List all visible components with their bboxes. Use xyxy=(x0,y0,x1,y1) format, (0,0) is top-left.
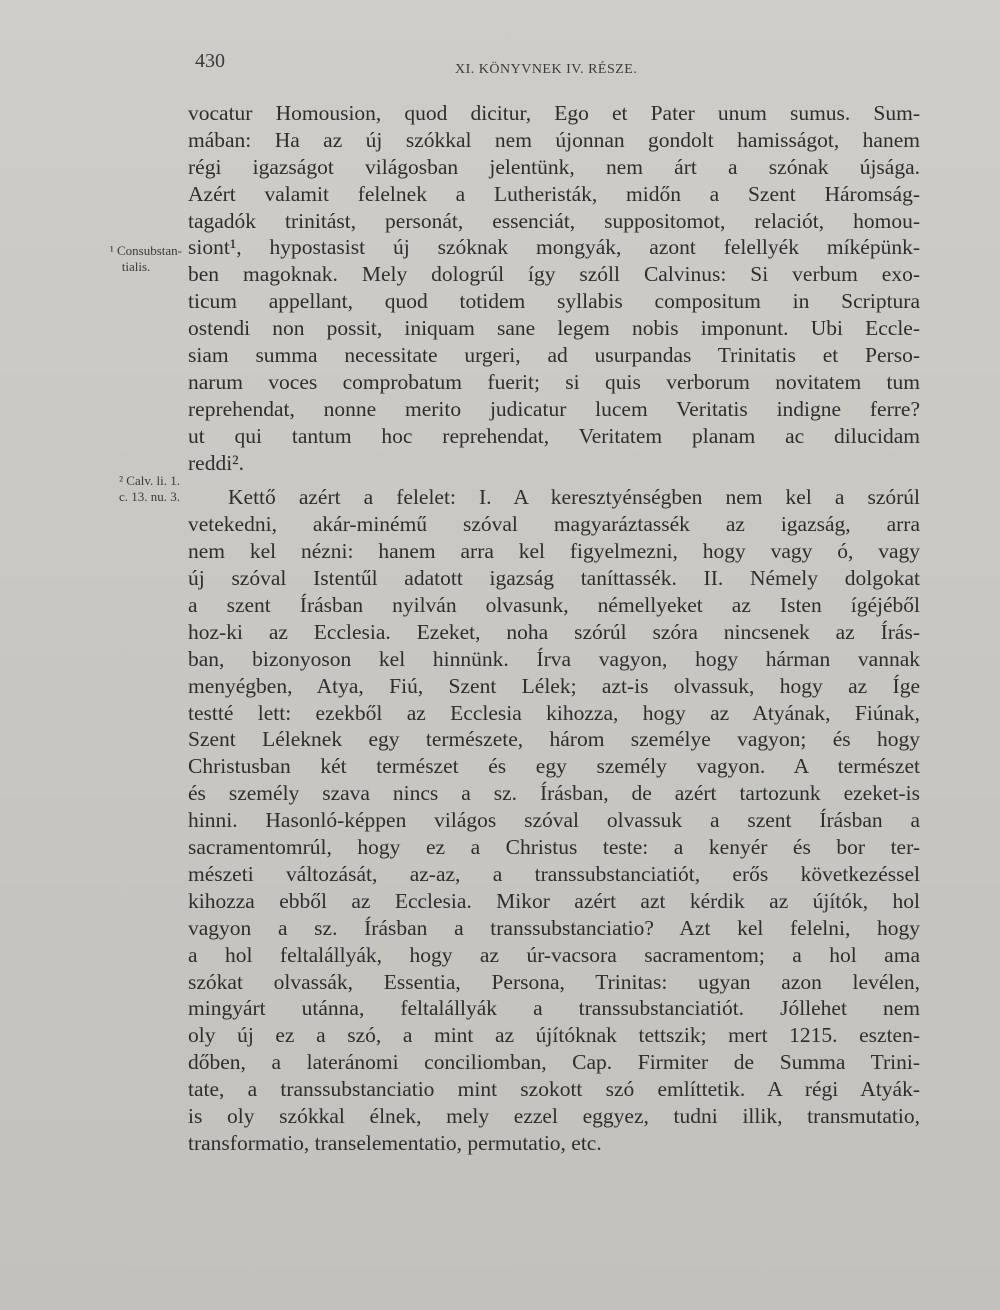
text-line: tate, a transsubstanciatio mint szokott szó említtetik. A régi Atyák- xyxy=(188,1077,920,1102)
paragraph-gap xyxy=(188,476,920,484)
text-line: ut qui tantum hoc reprehendat, Veritatem planam ac dilucidam xyxy=(188,423,920,448)
text-line: ostendi non possit, iniquam sane legem nobis imponunt. Ubi Eccle- xyxy=(188,316,920,341)
text-line: hinni. Hasonló-képpen világos szóval olvassuk a szent Írásban a xyxy=(188,808,920,833)
text-line: nem kel nézni: hanem arra kel figyelmezni, hogy vagy ó, vagy xyxy=(188,539,920,564)
text-line: ban, bizonyoson kel hinnünk. Írva vagyon, hogy hárman vannak xyxy=(188,646,920,671)
text-line: vagyon a sz. Írásban a transsubstanciatio? Azt kel felelni, hogy xyxy=(188,915,920,940)
text-line: hoz-ki az Ecclesia. Ezeket, noha szórúl szóra nincsenek az Írás- xyxy=(188,619,920,644)
text-line: siam summa necessitate urgeri, ad usurpandas Trinitatis et Perso- xyxy=(188,343,920,368)
text-line: menyégben, Atya, Fiú, Szent Lélek; azt-is olvassuk, hogy az Íge xyxy=(188,673,920,698)
text-line: sacramentomrúl, hogy ez a Christus teste: a kenyér és bor ter- xyxy=(188,835,920,860)
text-line: mában: Ha az új szókkal nem újonnan gondolt hamisságot, hanem xyxy=(188,127,920,152)
text-line: dőben, a lateránomi conciliomban, Cap. Firmiter de Summa Trini- xyxy=(188,1050,920,1075)
text-line: is oly szókkal élnek, mely ezzel eggyez, tudni illik, transmutatio, xyxy=(188,1103,920,1128)
text-line: Kettő azért a felelet: I. A keresztyénségben nem kel a szórúl xyxy=(228,485,920,510)
text-line: siont¹, hypostasist új szóknak mongyák, azont felellyék míképünk- xyxy=(188,235,920,260)
margin-note-line: c. 13. nu. 3. xyxy=(118,489,180,504)
text-line: reprehendat, nonne merito judicatur lucem Veritatis indigne ferre? xyxy=(188,396,920,421)
text-line: testté lett: ezekből az Ecclesia kihozza, hogy az Atyának, Fiúnak, xyxy=(188,700,920,725)
margin-note-line: tialis. xyxy=(121,259,151,274)
text-line: szókat olvassák, Essentia, Persona, Trinitas: ugyan azon levélen, xyxy=(188,969,920,994)
page-number: 430 xyxy=(195,50,225,72)
text-line: mingyárt utánna, feltalállyák a transsubstanciatiót. Jóllehet nem xyxy=(188,996,920,1021)
text-line: mészeti változását, az-az, a transsubstanciatiót, erős következéssel xyxy=(188,861,920,886)
text-line: vocatur Homousion, quod dicitur, Ego et Pater unum sumus. Sum- xyxy=(188,101,920,125)
margin-note-line: ² Calv. li. 1. xyxy=(119,473,180,488)
text-line: új szóval Istentűl adatott igazság taníttassék. II. Némely dolgokat xyxy=(188,566,920,591)
running-head: XI. KÖNYVNEK IV. RÉSZE. xyxy=(455,62,638,77)
text-line: Azért valamit felelnek a Lutheristák, midőn a Szent Háromság- xyxy=(188,181,920,206)
text-line: Szent Léleknek egy természete, három személye vagyon; és hogy xyxy=(188,727,920,752)
text-line: narum voces comprobatum fuerit; si quis verborum novitatem tum xyxy=(188,369,920,394)
text-line: vetekedni, akár-minémű szóval magyaráztassék az igazság, arra xyxy=(188,512,920,537)
text-line: ben magoknak. Mely dologrúl így szóll Calvinus: Si verbum exo- xyxy=(188,262,920,287)
margin-note-2 xyxy=(70,473,180,505)
text-line: transformatio, transelementatio, permutatio, etc. xyxy=(188,1130,602,1155)
text-line: Christusban két természet és egy személy vagyon. A természet xyxy=(188,754,920,779)
text-line: ticum appellant, quod totidem syllabis compositum in Scriptura xyxy=(188,289,920,314)
text-line: reddi². xyxy=(188,450,244,475)
text-line: a hol feltalállyák, hogy az úr-vacsora sacramentom; a hol ama xyxy=(188,942,920,967)
text-line: és személy szava nincs a sz. Írásban, de azért tartozunk ezeket-is xyxy=(188,781,920,806)
body-text xyxy=(188,100,920,1157)
text-line: kihozza ebből az Ecclesia. Mikor azért azt kérdik az újítók, hol xyxy=(188,888,920,913)
text-line: tagadók trinitást, personát, essenciát, suppositomot, relaciót, homou- xyxy=(188,208,920,233)
text-line: oly új ez a szó, a mint az újítóknak tettszik; mert 1215. eszten- xyxy=(188,1023,920,1048)
text-line: régi igazságot világosban jelentünk, nem árt a szónak újsága. xyxy=(188,154,920,179)
margin-note-line: ¹ Consubstan- xyxy=(109,243,182,258)
margin-note-1 xyxy=(60,243,182,275)
text-line: a szent Írásban nyilván olvasunk, némellyeket az Isten ígéjéből xyxy=(188,593,920,618)
